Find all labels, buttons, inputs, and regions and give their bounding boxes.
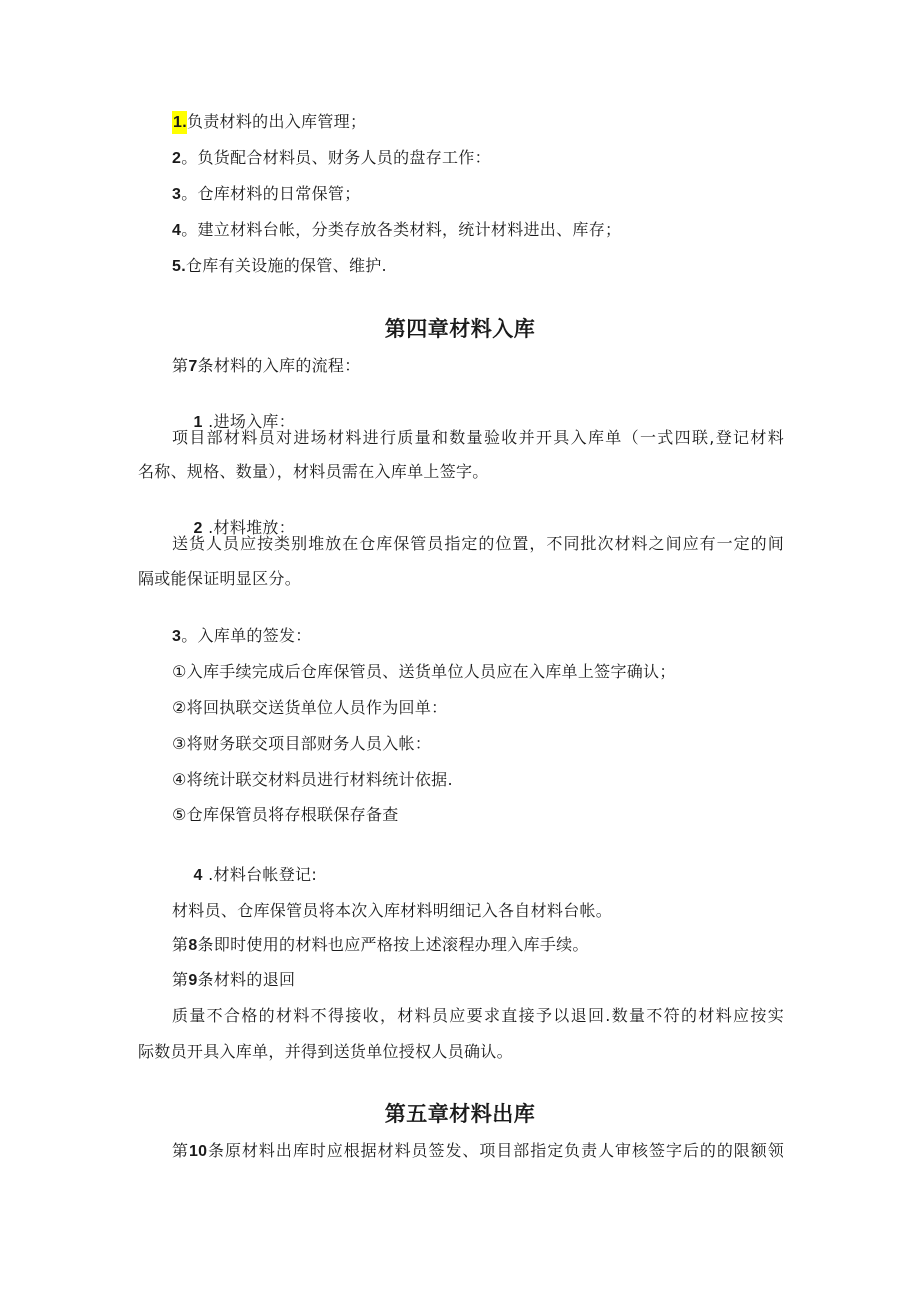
step-3 bbox=[172, 626, 312, 647]
step-text: .进场入库： bbox=[202, 412, 296, 431]
article-8 bbox=[172, 935, 589, 956]
step-2-body-line-1: 送货人员应按类别堆放在仓库保管员指定的位置，不同批次材料之间应有一定的间 bbox=[172, 534, 784, 553]
step-text: 。入库单的签发： bbox=[181, 626, 312, 645]
step-number: 2 bbox=[193, 520, 203, 537]
chapter-4-title: 第四章材料入库 bbox=[384, 317, 536, 341]
article-9-body-line-2: 际数员开具入库单，并得到送货单位授权人员确认。 bbox=[138, 1042, 513, 1061]
article-prefix: 第 bbox=[172, 1141, 189, 1160]
step-text: .材料堆放： bbox=[202, 518, 296, 537]
duty-text: 。建立材料台帐，分类存放各类材料，统计材料进出、库存； bbox=[181, 220, 622, 239]
duty-number: 3 bbox=[172, 186, 182, 203]
step-text: .材料台帐登记: bbox=[202, 865, 318, 884]
article-10 bbox=[172, 1141, 784, 1162]
article-text: 条材料的入库的流程： bbox=[197, 356, 361, 375]
article-prefix: 第 bbox=[172, 970, 189, 989]
step-4-body: 材料员、仓库保管员将本次入库材料明细记入各自材料台帐。 bbox=[172, 901, 613, 920]
duty-item-5 bbox=[172, 256, 387, 277]
step-4 bbox=[172, 845, 317, 906]
article-text: 条原材料出库时应根据材料员签发、项目部指定负责人审核签字后的的限额领 bbox=[207, 1141, 784, 1160]
article-number: 8 bbox=[188, 937, 198, 954]
step-number: 4 bbox=[193, 867, 203, 884]
duty-text: 仓库有关设施的保管、维护. bbox=[185, 256, 387, 275]
article-number: 7 bbox=[188, 358, 198, 375]
duty-item-1 bbox=[172, 112, 366, 133]
duty-number: 5. bbox=[172, 258, 186, 275]
article-number: 9 bbox=[188, 972, 198, 989]
sub-item-1: ①入库手续完成后仓库保管员、送货单位人员应在入库单上签字确认； bbox=[172, 662, 676, 681]
duty-text: 。负货配合材料员、财务人员的盘存工作： bbox=[181, 148, 491, 167]
article-7 bbox=[172, 356, 361, 377]
sub-item-2: ②将回执联交送货单位人员作为回单： bbox=[172, 698, 448, 717]
duty-item-2 bbox=[172, 148, 491, 169]
step-number: 3 bbox=[172, 628, 182, 645]
article-prefix: 第 bbox=[172, 935, 189, 954]
article-text: 条材料的退回 bbox=[197, 970, 296, 989]
sub-item-4: ④将统计联交材料员进行材料统计依据. bbox=[172, 770, 453, 789]
duty-text: 负责材料的出入库管理； bbox=[186, 112, 367, 131]
sub-item-5: ⑤仓库保管员将存根联保存备查 bbox=[172, 805, 399, 824]
chapter-5-title: 第五章材料出库 bbox=[384, 1102, 536, 1126]
article-text: 条即时使用的材料也应严格按上述滚程办理入库手续。 bbox=[197, 935, 589, 954]
article-number: 10 bbox=[188, 1143, 208, 1160]
step-1-body-line-1: 项目部材料员对进场材料进行质量和数量验收并开具入库单（一式四联,登记材料 bbox=[172, 428, 784, 447]
duty-number-highlighted: 1. bbox=[172, 111, 187, 134]
step-2-body-line-2: 隔或能保证明显区分。 bbox=[138, 569, 302, 588]
duty-item-3 bbox=[172, 184, 361, 205]
duty-text: 。仓库材料的日常保管； bbox=[181, 184, 361, 203]
duty-number: 2 bbox=[172, 150, 182, 167]
article-prefix: 第 bbox=[172, 356, 189, 375]
sub-item-3: ③将财务联交项目部财务人员入帐： bbox=[172, 734, 432, 753]
step-number: 1 bbox=[193, 414, 203, 431]
article-9 bbox=[172, 970, 295, 991]
article-9-body-line-1: 质量不合格的材料不得接收，材料员应要求直接予以退回.数量不符的材料应按实 bbox=[172, 1006, 784, 1025]
step-1-body-line-2: 名称、规格、数量），材料员需在入库单上签字。 bbox=[138, 462, 489, 481]
duty-item-4 bbox=[172, 220, 621, 241]
duty-number: 4 bbox=[172, 222, 182, 239]
